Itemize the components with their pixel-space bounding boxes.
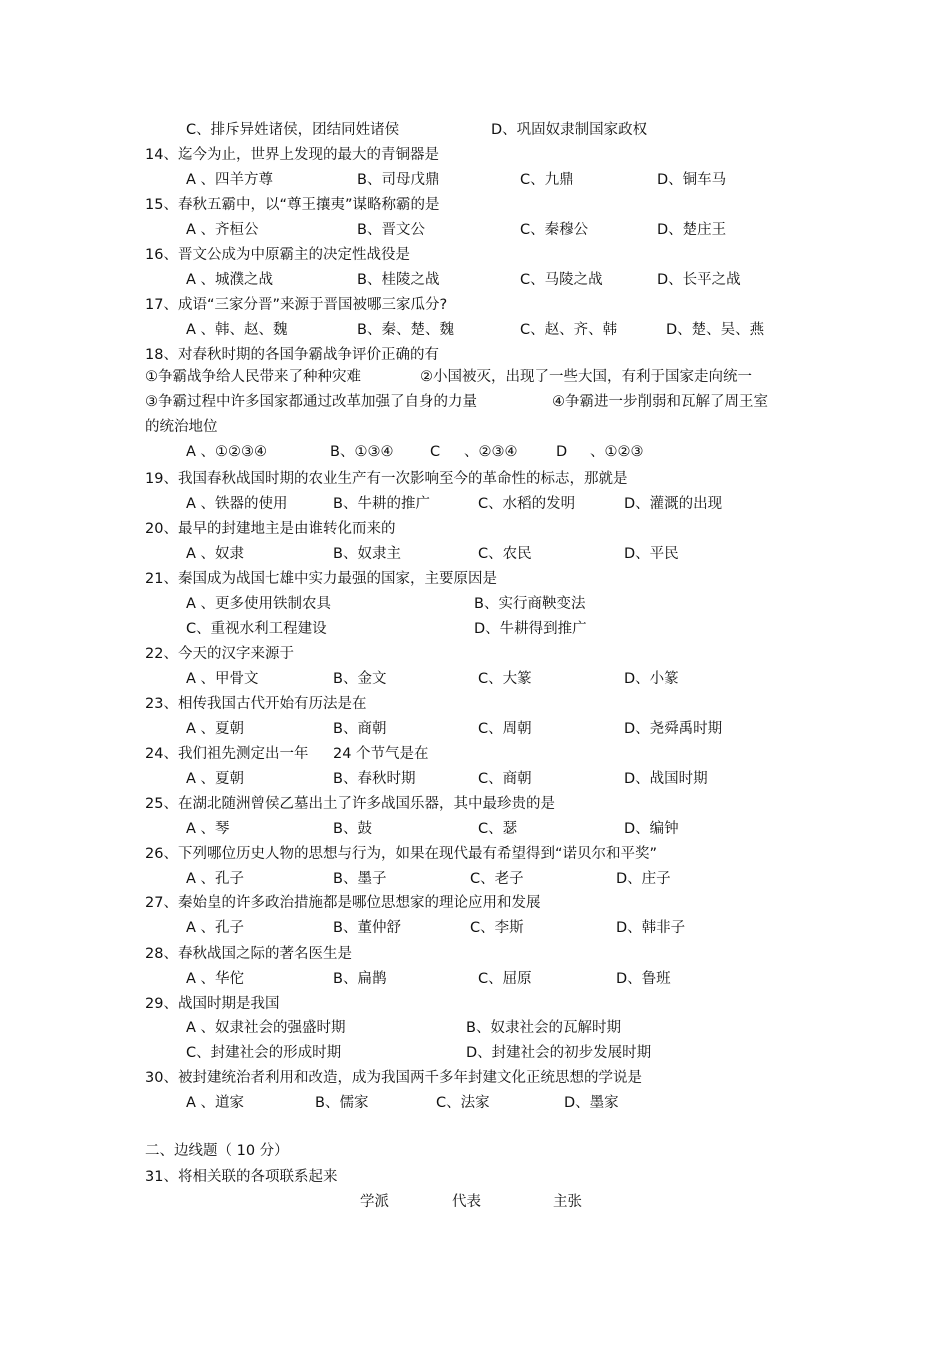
q15-options-row <box>0 219 950 241</box>
q17-option-b: B、秦、楚、魏 <box>357 322 454 338</box>
q26-option-d: D、庄子 <box>616 871 671 887</box>
q26-option-a: A 、孔子 <box>186 871 245 887</box>
q29-stem: 29、战国时期是我国 <box>145 996 280 1012</box>
q18-option-c-letter: C <box>430 444 441 460</box>
q21-option-d: D、牛耕得到推广 <box>474 621 587 637</box>
q29-options-row-1 <box>0 1017 950 1039</box>
q18-statement-3: ③争霸过程中许多国家都通过改革加强了自身的力量 <box>145 394 477 410</box>
q31-column-representative: 代表 <box>452 1194 481 1210</box>
q23-options-row <box>0 718 950 740</box>
q29-option-b: B、奴隶社会的瓦解时期 <box>466 1020 621 1036</box>
q27-option-d: D、韩非子 <box>616 920 686 936</box>
q18-statement-1: ①争霸战争给人民带来了种种灾难 <box>145 369 361 385</box>
q18-statements-row-1 <box>0 366 950 388</box>
q18-option-d-text: 、①②③ <box>590 444 644 460</box>
q29-option-c: C、封建社会的形成时期 <box>186 1045 342 1061</box>
q16-option-a: A 、城濮之战 <box>186 272 274 288</box>
q20-options-row <box>0 543 950 565</box>
q30-option-c: C、法家 <box>436 1095 490 1111</box>
q25-option-d: D、编钟 <box>624 821 679 837</box>
q15-option-b: B、晋文公 <box>357 222 425 238</box>
q24-option-a: A 、夏朝 <box>186 771 245 787</box>
q18-options-row <box>0 441 950 463</box>
q20-stem: 20、最早的封建地主是由谁转化而来的 <box>145 521 396 537</box>
q16-option-c: C、马陵之战 <box>520 272 603 288</box>
q25-option-b: B、鼓 <box>333 821 372 837</box>
q28-option-c: C、屈原 <box>478 971 532 987</box>
q22-option-b: B、金文 <box>333 671 387 687</box>
q27-option-c: C、李斯 <box>470 920 524 936</box>
q25-option-a: A 、琴 <box>186 821 230 837</box>
q27-option-b: B、董仲舒 <box>333 920 401 936</box>
q13-option-d: D、巩固奴隶制国家政权 <box>491 122 648 138</box>
q20-option-b: B、奴隶主 <box>333 546 401 562</box>
q19-options-row <box>0 493 950 515</box>
q29-option-a: A 、奴隶社会的强盛时期 <box>186 1020 346 1036</box>
q15-stem: 15、春秋五霸中，以“尊王攘夷”谋略称霸的是 <box>145 197 440 213</box>
q23-option-a: A 、夏朝 <box>186 721 245 737</box>
q27-stem: 27、秦始皇的许多政治措施都是哪位思想家的理论应用和发展 <box>145 895 541 911</box>
q31-column-proposition: 主张 <box>553 1194 582 1210</box>
q24-option-b: B、春秋时期 <box>333 771 416 787</box>
q25-option-c: C、瑟 <box>478 821 518 837</box>
q13-options-row <box>0 119 950 141</box>
q21-option-a: A 、更多使用铁制农具 <box>186 596 332 612</box>
section-2-heading: 二、边线题（ 10 分） <box>145 1143 289 1159</box>
q31-column-school: 学派 <box>360 1194 389 1210</box>
q14-option-a: A 、四羊方尊 <box>186 172 274 188</box>
q15-option-d: D、楚庄王 <box>657 222 727 238</box>
q30-option-b: B、儒家 <box>315 1095 369 1111</box>
q19-option-b: B、牛耕的推广 <box>333 496 430 512</box>
q18-option-d-letter: D <box>556 444 568 460</box>
q21-option-c: C、重视水利工程建设 <box>186 621 327 637</box>
q24-option-c: C、商朝 <box>478 771 532 787</box>
q25-stem: 25、在湖北随洲曾侯乙墓出土了许多战国乐器，其中最珍贵的是 <box>145 796 555 812</box>
q23-option-b: B、商朝 <box>333 721 387 737</box>
q24-stem-continued: 24 个节气是在 <box>333 746 429 762</box>
q17-option-a: A 、韩、赵、魏 <box>186 322 288 338</box>
q18-option-c-text: 、②③④ <box>464 444 518 460</box>
q22-option-c: C、大篆 <box>478 671 532 687</box>
q14-option-d: D、铜车马 <box>657 172 727 188</box>
q27-option-a: A 、孔子 <box>186 920 245 936</box>
q21-options-row-1 <box>0 593 950 615</box>
q31-stem: 31、将相关联的各项联系起来 <box>145 1169 338 1185</box>
q15-option-a: A 、齐桓公 <box>186 222 259 238</box>
q24-options-row <box>0 768 950 790</box>
q25-options-row <box>0 818 950 840</box>
q21-option-b: B、实行商鞅变法 <box>474 596 586 612</box>
q14-option-b: B、司母戊鼎 <box>357 172 440 188</box>
q28-option-b: B、扁鹊 <box>333 971 387 987</box>
q14-stem: 14、迄今为止，世界上发现的最大的青铜器是 <box>145 147 439 163</box>
q22-options-row <box>0 668 950 690</box>
q30-stem: 30、被封建统治者利用和改造，成为我国两千多年封建文化正统思想的学说是 <box>145 1070 642 1086</box>
q23-option-c: C、周朝 <box>478 721 532 737</box>
q15-option-c: C、秦穆公 <box>520 222 589 238</box>
q28-option-d: D、鲁班 <box>616 971 671 987</box>
q18-option-b: B、①③④ <box>330 444 394 460</box>
q18-stem: 18、对春秋时期的各国争霸战争评价正确的有 <box>145 347 439 363</box>
q16-option-b: B、桂陵之战 <box>357 272 440 288</box>
q26-option-c: C、老子 <box>470 871 524 887</box>
q18-statement-4-continued: 的统治地位 <box>145 419 218 435</box>
q14-options-row <box>0 169 950 191</box>
q18-statement-2: ②小国被灭，出现了一些大国，有利于国家走向统一 <box>420 369 752 385</box>
q19-option-c: C、水稻的发明 <box>478 496 576 512</box>
q22-stem: 22、今天的汉字来源于 <box>145 646 294 662</box>
q31-column-headers <box>0 1191 950 1213</box>
q14-option-c: C、九鼎 <box>520 172 574 188</box>
q17-option-c: C、赵、齐、韩 <box>520 322 618 338</box>
q20-option-a: A 、奴隶 <box>186 546 245 562</box>
q30-options-row <box>0 1092 950 1114</box>
q26-stem: 26、下列哪位历史人物的思想与行为，如果在现代最有希望得到“诺贝尔和平奖” <box>145 846 657 862</box>
q19-option-a: A 、铁器的使用 <box>186 496 288 512</box>
q22-option-d: D、小篆 <box>624 671 679 687</box>
q30-option-a: A 、道家 <box>186 1095 245 1111</box>
q28-option-a: A 、华佗 <box>186 971 245 987</box>
q29-option-d: D、封建社会的初步发展时期 <box>466 1045 652 1061</box>
q16-options-row <box>0 269 950 291</box>
q30-option-d: D、墨家 <box>564 1095 619 1111</box>
q18-option-a: A 、①②③④ <box>186 444 268 460</box>
q17-options-row <box>0 319 950 341</box>
q21-options-row-2 <box>0 618 950 640</box>
q24-stem-row <box>0 743 950 765</box>
q27-options-row <box>0 917 950 939</box>
q22-option-a: A 、甲骨文 <box>186 671 259 687</box>
q23-option-d: D、尧舜禹时期 <box>624 721 723 737</box>
q20-option-c: C、农民 <box>478 546 532 562</box>
q29-options-row-2 <box>0 1042 950 1064</box>
q13-option-c: C、排斥异姓诸侯，团结同姓诸侯 <box>186 122 400 138</box>
q24-option-d: D、战国时期 <box>624 771 708 787</box>
q26-option-b: B、墨子 <box>333 871 387 887</box>
q26-options-row <box>0 868 950 890</box>
q19-option-d: D、灌溉的出现 <box>624 496 723 512</box>
q24-stem: 24、我们祖先测定出一年 <box>145 746 309 762</box>
q17-option-d: D、楚、吴、燕 <box>666 322 765 338</box>
q18-statement-4: ④争霸进一步削弱和瓦解了周王室 <box>552 394 768 410</box>
q21-stem: 21、秦国成为战国七雄中实力最强的国家，主要原因是 <box>145 571 497 587</box>
q28-stem: 28、春秋战国之际的著名医生是 <box>145 946 352 962</box>
q28-options-row <box>0 968 950 990</box>
q17-stem: 17、成语“三家分晋”来源于晋国被哪三家瓜分? <box>145 297 448 313</box>
q20-option-d: D、平民 <box>624 546 679 562</box>
q16-stem: 16、晋文公成为中原霸主的决定性战役是 <box>145 247 410 263</box>
q23-stem: 23、相传我国古代开始有历法是在 <box>145 696 367 712</box>
q16-option-d: D、长平之战 <box>657 272 741 288</box>
q19-stem: 19、我国春秋战国时期的农业生产有一次影响至今的革命性的标志，那就是 <box>145 471 628 487</box>
q18-statements-row-2 <box>0 391 950 413</box>
